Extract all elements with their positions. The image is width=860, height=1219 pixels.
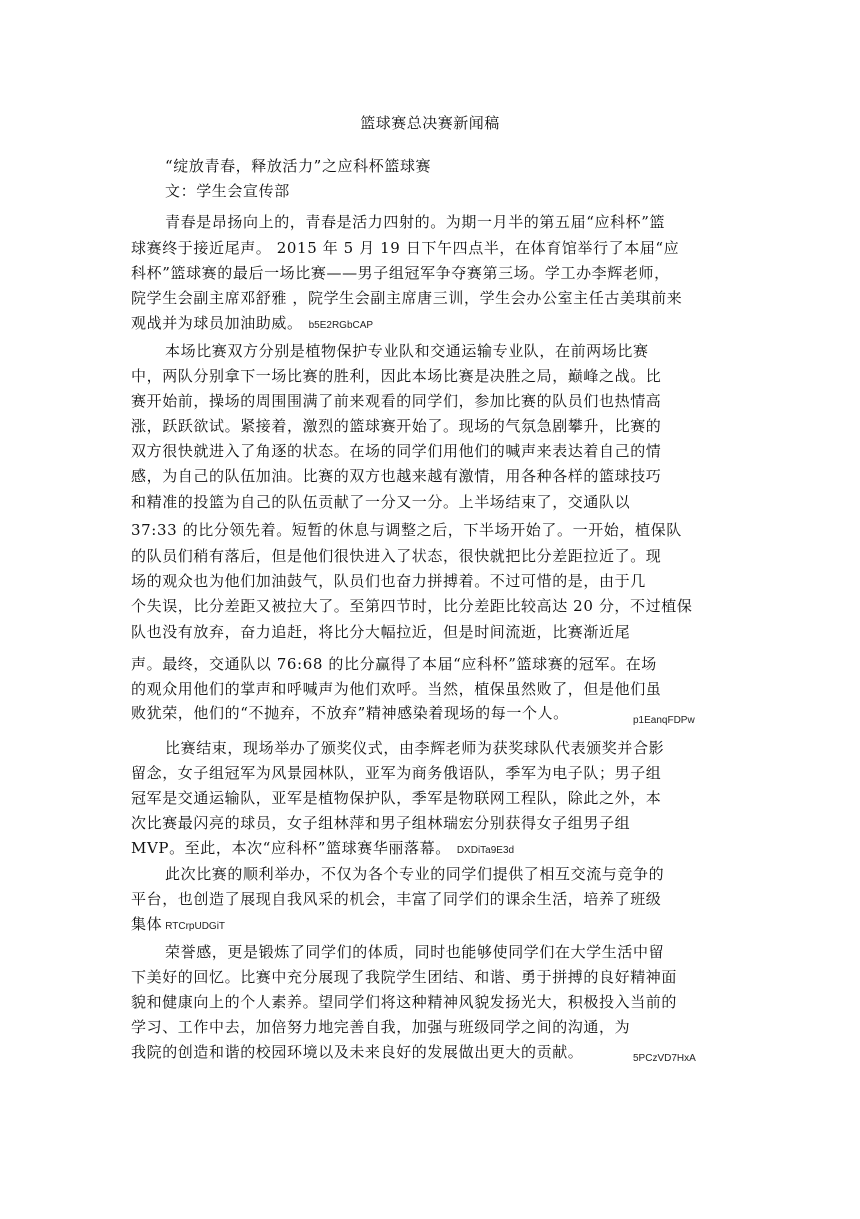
paragraph-4-line: 此次比赛的顺利举办，不仅为各个专业的同学们提供了相互交流与竞争的: [165, 865, 665, 883]
paragraph-2-line: 赛开始前，操场的周围围满了前来观看的同学们，参加比赛的队员们也热情高: [131, 392, 662, 410]
paragraph-3-line: 次比赛最闪亮的球员，女子组林萍和男子组林瑞宏分别获得女子组男子组: [131, 814, 631, 832]
reference-code: DXDiTa9E3d: [456, 845, 515, 856]
paragraph-5-line: 学习、工作中去，加倍努力地完善自我，加强与班级同学之间的沟通，为: [131, 1018, 631, 1036]
document-title: 篮球赛总决赛新闻稿: [360, 114, 500, 132]
paragraph-5-line: 荣誉感，更是锻炼了同学们的体质，同时也能够使同学们在大学生活中留: [165, 943, 665, 961]
paragraph-5-text: 我院的创造和谐的校园环境以及未来良好的发展做出更大的贡献。: [131, 1043, 584, 1061]
paragraph-1-line: 院学生会副主席邓舒雅 ，院学生会副主席唐三训，学生会办公室主任古美琪前来: [131, 289, 683, 307]
paragraph-2-line: 的观众用他们的掌声和呼喊声为他们欢呼。当然，植保虽然败了，但是他们虽: [131, 680, 662, 698]
reference-code: 5PCzVD7HxA: [633, 1053, 696, 1064]
paragraph-1-last-line: [131, 311, 711, 338]
paragraph-2-line: 本场比赛双方分别是植物保护专业队和交通运输专业队，在前两场比赛: [165, 342, 649, 360]
reference-code: b5E2RGbCAP: [308, 320, 374, 331]
paragraph-2-line: 37:33 的比分领先着。短暂的休息与调整之后，下半场开始了。一开始，植保队: [131, 521, 682, 539]
paragraph-2-line: 感，为自己的队伍加油。比赛的双方也越来越有激情，用各种各样的篮球技巧: [131, 467, 662, 485]
paragraph-1-line: 科杯”篮球赛的最后一场比赛——男子组冠军争夺赛第三场。学工办李辉老师，: [131, 264, 670, 282]
paragraph-2-line: 场的观众也为他们加油鼓气，队员们也奋力拼搏着。不过可惜的是，由于几: [131, 572, 646, 590]
paragraph-5-last-line: [131, 1040, 711, 1064]
paragraph-3-line: 冠军是交通运输队，亚军是植物保护队，季军是物联网工程队，除此之外，本: [131, 789, 662, 807]
paragraph-2-line: 双方很快就进入了角逐的状态。在场的同学们用他们的喊声来表达着自己的情: [131, 442, 662, 460]
paragraph-3-line: 留念，女子组冠军为风景园林队，亚军为商务俄语队，季军为电子队；男子组: [131, 764, 662, 782]
paragraph-2-last-line: [131, 701, 711, 725]
paragraph-1-text: 观战并为球员加油助威。: [131, 314, 303, 332]
paragraph-5-line: 下美好的回忆。比赛中充分展现了我院学生团结、和谐、勇于拼搏的良好精神面: [131, 968, 678, 986]
paragraph-4-last-line: [131, 912, 711, 939]
paragraph-1-line: 青春是昂扬向上的，青春是活力四射的。为期一月半的第五届“应科杯”篮: [165, 213, 666, 231]
paragraph-2-line: 个失误，比分差距又被拉大了。至第四节时，比分差距比较高达 20 分，不过植保: [131, 597, 693, 615]
paragraph-4-text: 集体: [131, 915, 163, 933]
paragraph-3-last-line: [131, 836, 711, 863]
reference-code: RTCrpUDGiT: [165, 921, 226, 932]
subtitle: “绽放青春，释放活力”之应科杯篮球赛: [165, 157, 432, 175]
paragraph-2-line: 和精准的投篮为自己的队伍贡献了一分又一分。上半场结束了，交通队以: [131, 493, 631, 511]
paragraph-2-line: 涨，跃跃欲试。紧接着，激烈的篮球赛开始了。现场的气氛急剧攀升，比赛的: [131, 417, 662, 435]
paragraph-1-line: 球赛终于接近尾声。 2015 年 5 月 19 日下午四点半，在体育馆举行了本届“应: [131, 239, 680, 257]
paragraph-4-line: 平台，也创造了展现自我风采的机会，丰富了同学们的课余生活，培养了班级: [131, 890, 662, 908]
byline: 文：学生会宣传部: [165, 182, 290, 200]
paragraph-3-text: MVP。至此，本次“应科杯”篮球赛华丽落幕。: [131, 839, 451, 857]
reference-code: p1EanqFDPw: [633, 715, 695, 726]
paragraph-2-line: 中，两队分别拿下一场比赛的胜利，因此本场比赛是决胜之局，巅峰之战。比: [131, 367, 662, 385]
paragraph-2-line: 的队员们稍有落后，但是他们很快进入了状态，很快就把比分差距拉近了。现: [131, 547, 662, 565]
paragraph-2-line: 声。最终，交通队以 76:68 的比分赢得了本届“应科杯”篮球赛的冠军。在场: [131, 655, 657, 673]
paragraph-2-text: 败犹荣，他们的“不抛弃，不放弃”精神感染着现场的每一个人。: [131, 704, 569, 722]
paragraph-2-line: 队也没有放弃，奋力追赶，将比分大幅拉近，但是时间流逝，比赛渐近尾: [131, 623, 631, 641]
paragraph-3-line: 比赛结束，现场举办了颁奖仪式，由李辉老师为获奖球队代表颁奖并合影: [165, 739, 665, 757]
paragraph-5-line: 貌和健康向上的个人素养。望同学们将这种精神风貌发扬光大，积极投入当前的: [131, 993, 678, 1011]
